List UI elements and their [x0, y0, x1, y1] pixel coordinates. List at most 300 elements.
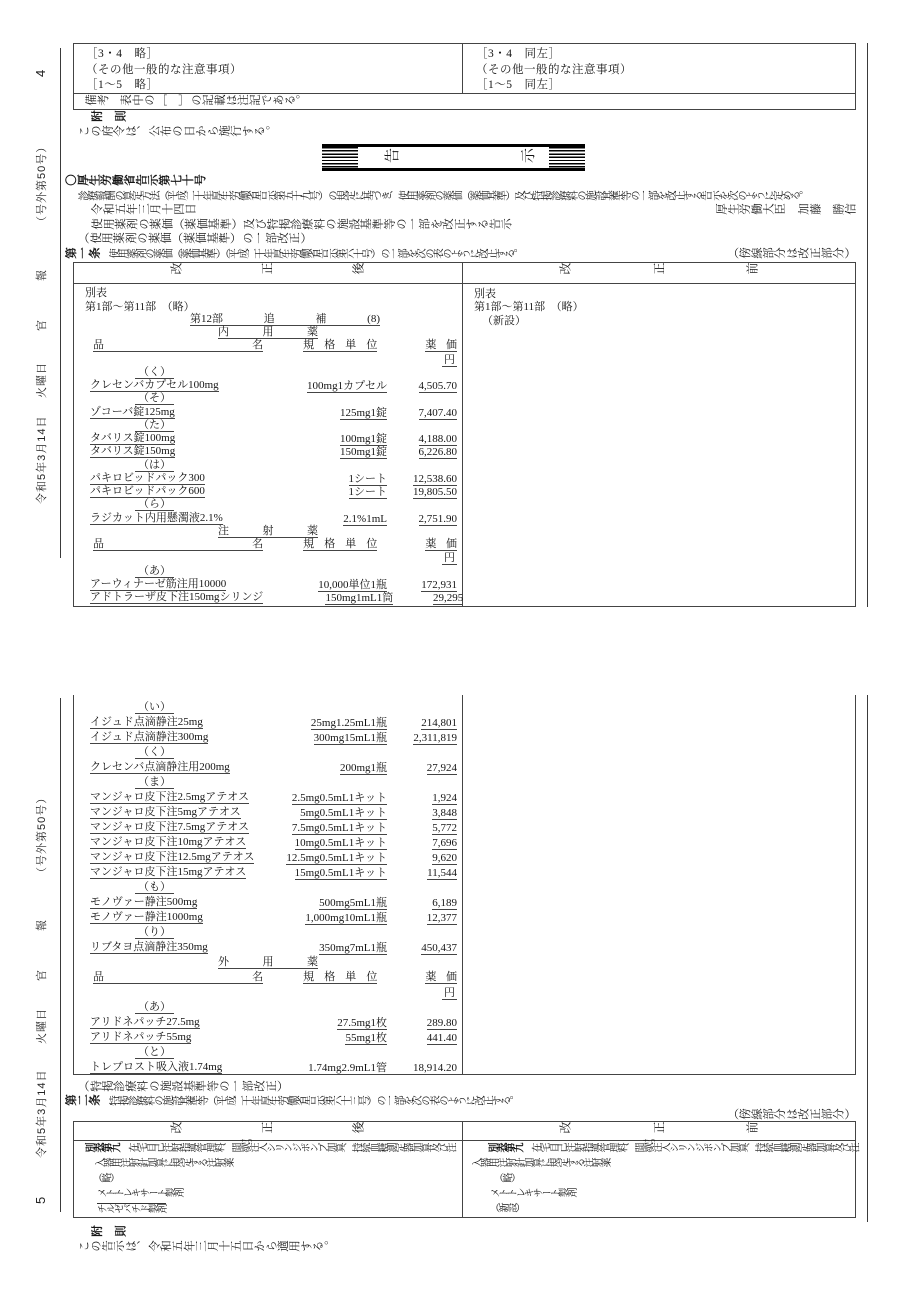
drug-price [387, 807, 457, 819]
notice-body [65, 175, 856, 263]
section-spread [218, 956, 318, 969]
drug-row [73, 1015, 462, 1030]
text-row [65, 126, 565, 141]
header-char: 改 [559, 262, 572, 276]
drug-row [73, 910, 462, 925]
continued-table-left-cell [86, 47, 242, 94]
spread-item: 薬 [307, 326, 318, 338]
group-label: （ら） [135, 498, 174, 511]
drug-name: パキロビッドパック300 [90, 471, 205, 484]
header-char: 正 [261, 1121, 274, 1135]
drug-spec [257, 822, 387, 834]
drug-spec [257, 867, 387, 879]
table-column-divider [462, 43, 463, 93]
spec-text: 27.5mg1枚 [337, 1017, 387, 1029]
drug-price [387, 942, 457, 954]
yen-box [387, 987, 457, 999]
price-text: 6,226.80 [418, 446, 457, 459]
text-row [65, 190, 856, 205]
drug-price [387, 513, 457, 525]
drug-spec [263, 592, 393, 604]
cell-line: ［1～5 略］ [86, 79, 159, 91]
spec-text: 2.5mg0.5mL1キット [291, 792, 387, 804]
spec-text: 150mg1錠 [339, 446, 387, 459]
issue-label [33, 140, 48, 229]
supplementary-provision-top [65, 111, 565, 140]
header-char: 単 [345, 538, 357, 550]
cell-text: （略） [494, 1174, 520, 1185]
drug-name: アドトラーザ皮下注150mgシリンジ [90, 591, 264, 603]
header-char: 価 [446, 971, 457, 983]
drug-row [73, 579, 462, 592]
article2-label: 第二条 [65, 1095, 101, 1107]
spec-text: 10,000単位1瓶 [318, 578, 387, 591]
weekday-text: 火曜日 [36, 362, 48, 398]
colhead-name [93, 339, 263, 352]
group-label: （も） [135, 881, 174, 894]
price-table-continued-left-cell [73, 700, 462, 1075]
yen-box [387, 552, 457, 564]
table2-right-cell [462, 1139, 859, 1218]
price-text: 2,751.90 [418, 512, 457, 525]
header-char: 薬 [425, 339, 437, 352]
date-label [33, 1069, 48, 1160]
header-char: 改 [170, 1121, 183, 1135]
drug-name: イジュド点滴静注25mg [90, 716, 203, 728]
cell-text: メトトレキサート製剤 [490, 1189, 577, 1200]
group-label-row [73, 775, 462, 790]
vertical-text-row [462, 1139, 859, 1158]
date-text: 令和5年3月14日 [36, 415, 48, 504]
sideline-note: （傍線部分は改正部分） [727, 247, 856, 260]
header-char: 規 [303, 538, 315, 550]
cell-text: メトトレキサート製剤 [97, 1189, 184, 1200]
drug-row [73, 790, 462, 805]
drug-row [73, 940, 462, 955]
yen-box [387, 354, 457, 366]
cell-line: （その他一般的な注意事項） [86, 63, 242, 76]
yen-row [73, 353, 462, 366]
table-note-text: 備考 表中の［ ］の記載は注記である。 [85, 95, 308, 107]
price-text: 12,538.60 [413, 472, 457, 485]
drug-price [387, 486, 457, 498]
yen-row [73, 552, 462, 565]
article2-block [65, 1081, 856, 1123]
drug-name: クレセンバカプセル100mg [90, 379, 219, 391]
text-row [65, 1226, 565, 1241]
header-char: 単 [345, 971, 357, 983]
header-char: 格 [324, 538, 336, 550]
spec-text: 300mg15mL1瓶 [313, 732, 387, 744]
spec-text: 200mg1瓶 [339, 762, 387, 774]
group-label-row [73, 420, 462, 433]
drug-price [387, 912, 457, 924]
header-char: 前 [746, 1121, 759, 1135]
drug-price [387, 1017, 457, 1029]
notice-subtitle: 使用薬剤の薬価（薬価基準）及び特掲診療料の施設基準等の一部を改正する告示 [91, 218, 513, 231]
drug-row [73, 850, 462, 865]
spec-text: 350mg7mL1瓶 [319, 942, 387, 954]
fusoku-body: この告示は、令和五年三月十五日から適用する。 [78, 1240, 336, 1253]
kanpo-title-1 [33, 319, 48, 333]
drug-price [387, 867, 457, 879]
yen-unit: 円 [444, 987, 455, 999]
weekday-label [33, 1008, 48, 1046]
cell-text: 別表 [85, 287, 107, 300]
header-char: 品 [93, 971, 104, 983]
drug-row [73, 446, 462, 459]
text-row [462, 314, 856, 328]
table-header-separator [73, 283, 856, 284]
drug-name: アリドネパッチ27.5mg [90, 1016, 200, 1028]
notice-title: 〇厚生労働省告示第七十号 [65, 175, 206, 187]
right-rule-top [867, 43, 868, 607]
weekday-text: 火曜日 [36, 1008, 48, 1044]
header-revised-before [462, 1122, 856, 1141]
group-label: （は） [135, 459, 174, 472]
issue-text: （号外第50号） [36, 140, 48, 227]
colhead-spec [303, 971, 377, 984]
price-text: 6,189 [432, 897, 457, 909]
spec-text: 15mg0.5mL1キット [294, 867, 387, 879]
section-header-row [73, 526, 462, 539]
drug-price [387, 380, 457, 392]
drug-price [387, 407, 457, 419]
spec-text: 1シート [348, 472, 387, 485]
section-spread [218, 326, 318, 339]
price-text: 450,437 [421, 942, 457, 954]
vertical-text-row [462, 1173, 856, 1188]
drug-price [387, 717, 457, 729]
fusoku-body: この府令は、公布の日から施行する。 [78, 125, 277, 138]
margin-rule-top [60, 48, 61, 558]
spec-text: 100mg1カプセル [307, 380, 387, 392]
drug-row [73, 805, 462, 820]
drug-price [387, 1062, 457, 1074]
cell-line: （その他一般的な注意事項） [476, 63, 632, 76]
spec-text: 1シート [348, 486, 387, 498]
spec-text: 1,000mg10mL1瓶 [305, 912, 387, 924]
drug-spec [257, 579, 387, 591]
ruby-text: けつ [239, 1139, 253, 1146]
yen-unit: 円 [444, 552, 455, 565]
group-label-row [73, 393, 462, 406]
group-label-row [73, 459, 462, 472]
vertical-text-row [462, 1188, 856, 1203]
drug-price [387, 822, 457, 834]
drug-spec [257, 380, 387, 392]
group-label-row [73, 1045, 462, 1060]
banner-stripes-right-icon [549, 147, 585, 168]
drug-price [387, 852, 457, 864]
vertical-text-row [73, 1203, 462, 1218]
spec-text: 100mg1錠 [339, 433, 387, 445]
drug-price [387, 792, 457, 804]
spread-item: 第12部 [190, 312, 223, 325]
header-char: 格 [324, 971, 336, 983]
spec-text: 7.5mg0.5mL1キット [291, 822, 387, 834]
drug-name: マンジャロ皮下注15mgアテオス [90, 866, 247, 878]
kanpo-title-2 [33, 269, 48, 283]
drug-price [387, 897, 457, 909]
group-label: （そ） [135, 392, 174, 405]
price-text: 7,696 [432, 837, 457, 849]
drug-spec [257, 433, 387, 445]
price-text: 3,848 [432, 807, 457, 819]
drug-name: モノヴァー静注500mg [90, 896, 198, 908]
drug-row [73, 865, 462, 880]
price-text: 5,772 [432, 822, 457, 834]
group-label: （た） [135, 419, 174, 432]
vertical-text-row [73, 1188, 462, 1203]
vertical-text-row [73, 1173, 462, 1188]
text-row [73, 300, 462, 313]
drug-name: パキロビッドパック600 [90, 485, 205, 497]
text-row [65, 233, 856, 248]
drug-row [73, 760, 462, 775]
drug-name: クレセンバ点滴静注用200mg [90, 761, 230, 773]
drug-spec [257, 717, 387, 729]
spread-item: 外 [218, 956, 229, 968]
drug-name: モノヴァー静注1000mg [90, 911, 203, 923]
notice-date: 令和五年三月十四日 [91, 204, 197, 217]
page-number [33, 1196, 48, 1206]
drug-row [73, 512, 462, 525]
cell-text: （略） [93, 1174, 119, 1185]
colhead-spec [303, 538, 377, 551]
spec-text: 1.74mg2.9mL1管 [308, 1062, 387, 1074]
drug-name: ラジカット内用懸濁液2.1% [90, 511, 223, 524]
header-char: 後 [352, 1121, 365, 1135]
header-glyph [653, 263, 666, 282]
kanpo-char: 官 [36, 319, 48, 331]
header-glyph [261, 263, 274, 282]
header-char: 単 [345, 339, 357, 352]
banner-stripes-left-icon [322, 147, 358, 168]
drug-price [387, 1032, 457, 1044]
drug-spec [257, 486, 387, 498]
section-header-row [73, 327, 462, 340]
spec-text: 2.1%1mL [343, 512, 387, 525]
header-char: 名 [252, 339, 264, 352]
cell-text: 在宅自己注射指導管理料、間歇注入シリンジポンプ加算、持続血糖測定器加算及び注 [120, 1144, 456, 1155]
price-text: 214,801 [421, 717, 457, 729]
page-number-text: 4 [33, 69, 48, 77]
spread-item: 薬 [307, 956, 318, 968]
group-label: （い） [135, 701, 174, 714]
group-label: （り） [135, 926, 174, 939]
page-number [33, 69, 48, 79]
group-label: （あ） [135, 1001, 174, 1014]
header-revised-after [73, 263, 462, 282]
drug-row [73, 835, 462, 850]
drug-price [387, 579, 457, 591]
header-glyph [746, 263, 759, 282]
column-header-row [73, 970, 462, 985]
drug-name: マンジャロ皮下注10mgアテオス [90, 836, 247, 848]
header-char: 正 [652, 262, 665, 276]
text-row [462, 287, 856, 301]
price-text: 27,924 [426, 762, 457, 774]
spec-text: 5mg0.5mL1キット [300, 807, 387, 819]
group-label-row [73, 499, 462, 512]
header-char: 前 [746, 262, 759, 276]
drug-price [387, 837, 457, 849]
price-text: 19,805.50 [413, 486, 457, 498]
banner-char-1 [384, 149, 401, 168]
header-char: 規 [303, 339, 315, 352]
colhead-spec [303, 339, 377, 352]
header-char: 名 [252, 971, 264, 983]
cell-text: 第1部～第11部 （略） [85, 300, 195, 313]
drug-name: イジュド点滴静注300mg [90, 731, 209, 743]
banner-char-2 [520, 149, 537, 168]
spread-item: 追 [263, 312, 275, 325]
table-column-divider [462, 695, 463, 1075]
article1-text: 使用薬剤の薬価（薬価基準）（平成二十年厚生労働省告示第六十号）の一部を次の表のように改正する。 [100, 248, 522, 260]
drug-spec [257, 807, 387, 819]
issue-label [33, 791, 48, 880]
fusoku-heading: 附 則 [91, 1226, 127, 1238]
price-text: 172,931 [421, 578, 457, 591]
cell-text: 在宅自己注射指導管理料、間歇注入シリンジポンプ加算、持続血糖測定器加算及び注 [523, 1144, 859, 1155]
text-row [65, 204, 856, 219]
text-row [65, 175, 856, 190]
drug-spec [257, 732, 387, 744]
header-char: 品 [93, 339, 104, 352]
text-row [65, 219, 856, 234]
drug-price [393, 592, 463, 604]
cell-text: 第1部～第11部 （略） [474, 301, 584, 313]
header-char: 正 [652, 1121, 665, 1135]
banner-spacer [537, 147, 549, 168]
spread-item: 内 [218, 326, 229, 338]
price-text: 12,377 [426, 912, 457, 924]
fusoku-heading: 附 則 [91, 111, 127, 123]
header-glyph [170, 263, 183, 282]
drug-row [73, 406, 462, 419]
cell-text: 入器用注射針加算に規定する注射薬 [472, 1159, 610, 1170]
drug-row [73, 895, 462, 910]
kanpo-title-2 [33, 919, 48, 933]
drug-name: マンジャロ皮下注7.5mgアテオス [90, 821, 249, 833]
cell-text: （新設） [482, 314, 526, 327]
drug-row [73, 1060, 462, 1075]
header-glyph [352, 263, 365, 282]
continued-table-right-cell [476, 47, 632, 94]
header-char: 改 [170, 262, 183, 276]
text-row [73, 287, 462, 300]
section-header-row [73, 955, 462, 970]
group-label-row [73, 565, 462, 578]
cell-line: ［3・4 同左］ [476, 48, 561, 60]
vertical-text-row [462, 1203, 856, 1218]
margin-rule-bottom [60, 698, 61, 1212]
drug-row [73, 592, 462, 605]
yen-unit: 円 [444, 353, 455, 366]
group-label: （ま） [135, 776, 174, 789]
drug-name: アリドネパッチ55mg [90, 1031, 192, 1043]
drug-spec [257, 1062, 387, 1074]
drug-spec [257, 942, 387, 954]
cell-text: 別表 [474, 287, 496, 300]
header-glyph [352, 1122, 365, 1141]
header-glyph [559, 1122, 572, 1141]
drug-spec [257, 897, 387, 909]
drug-price [387, 446, 457, 458]
drug-spec [257, 1032, 387, 1044]
price-text: 441.40 [426, 1032, 457, 1044]
header-char: 位 [366, 538, 378, 550]
group-label: （く） [135, 746, 174, 759]
page-number-text: 5 [33, 1196, 48, 1204]
price-text: 9,620 [432, 852, 457, 864]
header-char: 位 [366, 971, 378, 983]
group-label-row [73, 880, 462, 895]
notice-preamble: 診療報酬の算定方法（平成二十年厚生労働省告示第五十九号）の規定に基づき、使用薬剤の薬価（薬価基準）及び特掲診療料の施設基準等の一部を改正する告示を次のように定める。 [78, 190, 808, 202]
price-text: 4,505.70 [418, 380, 457, 392]
text-row [65, 1081, 856, 1095]
spec-text: 12.5mg0.5mL1キット [286, 852, 387, 864]
section-header-row [73, 314, 462, 327]
header-char: 後 [352, 262, 365, 276]
header-char: 価 [446, 339, 457, 352]
cell-text: 入器用注射針加算に規定する注射薬 [95, 1159, 233, 1170]
drug-row [73, 380, 462, 393]
colhead-name [93, 971, 263, 984]
issue-text: （号外第50号） [36, 791, 48, 878]
cell-text: チルゼパチド製剤 [97, 1205, 166, 1216]
article1-label: 第一条 [65, 247, 101, 260]
kanpo-title-1 [33, 969, 48, 983]
spread-item: 薬 [307, 524, 318, 537]
drug-spec [257, 792, 387, 804]
kanpo-char: 官 [36, 969, 48, 981]
cell-line: ［3・4 略］ [86, 48, 159, 60]
price-text: 11,544 [427, 867, 457, 879]
text-row [65, 1095, 856, 1109]
drug-name: トレプロスト吸入液1.74mg [90, 1061, 223, 1073]
price-text: 4,188.00 [418, 433, 457, 445]
header-revised-after [73, 1122, 462, 1141]
group-label-row [73, 1000, 462, 1015]
banner-spacer [401, 147, 520, 168]
group-label-row [73, 700, 462, 715]
drug-spec [257, 1017, 387, 1029]
article2-subheading: （特掲診療料の施設基準等の一部改正） [78, 1081, 289, 1093]
drug-price [387, 732, 457, 744]
colhead-price [425, 538, 457, 551]
drug-row [73, 486, 462, 499]
kanpo-char: 報 [36, 269, 48, 281]
supplementary-provision-bottom [65, 1226, 565, 1255]
section-spread [190, 313, 380, 326]
drug-name: マンジャロ皮下注12.5mgアテオス [90, 851, 255, 863]
spread-item: (8) [367, 312, 380, 325]
drug-spec [257, 473, 387, 485]
drug-price [387, 433, 457, 445]
colhead-price [425, 339, 457, 352]
table2-left-cell [73, 1139, 462, 1218]
spread-item: 注 [218, 524, 229, 537]
drug-name: マンジャロ皮下注2.5mgアテオス [90, 791, 249, 803]
spread-item: 補 [315, 312, 327, 325]
sideline-note: （傍線部分は改正部分） [727, 1109, 856, 1121]
drug-row [73, 433, 462, 446]
drug-spec [257, 837, 387, 849]
kanpo-char: 報 [36, 919, 48, 931]
date-text: 令和5年3月14日 [36, 1069, 48, 1158]
